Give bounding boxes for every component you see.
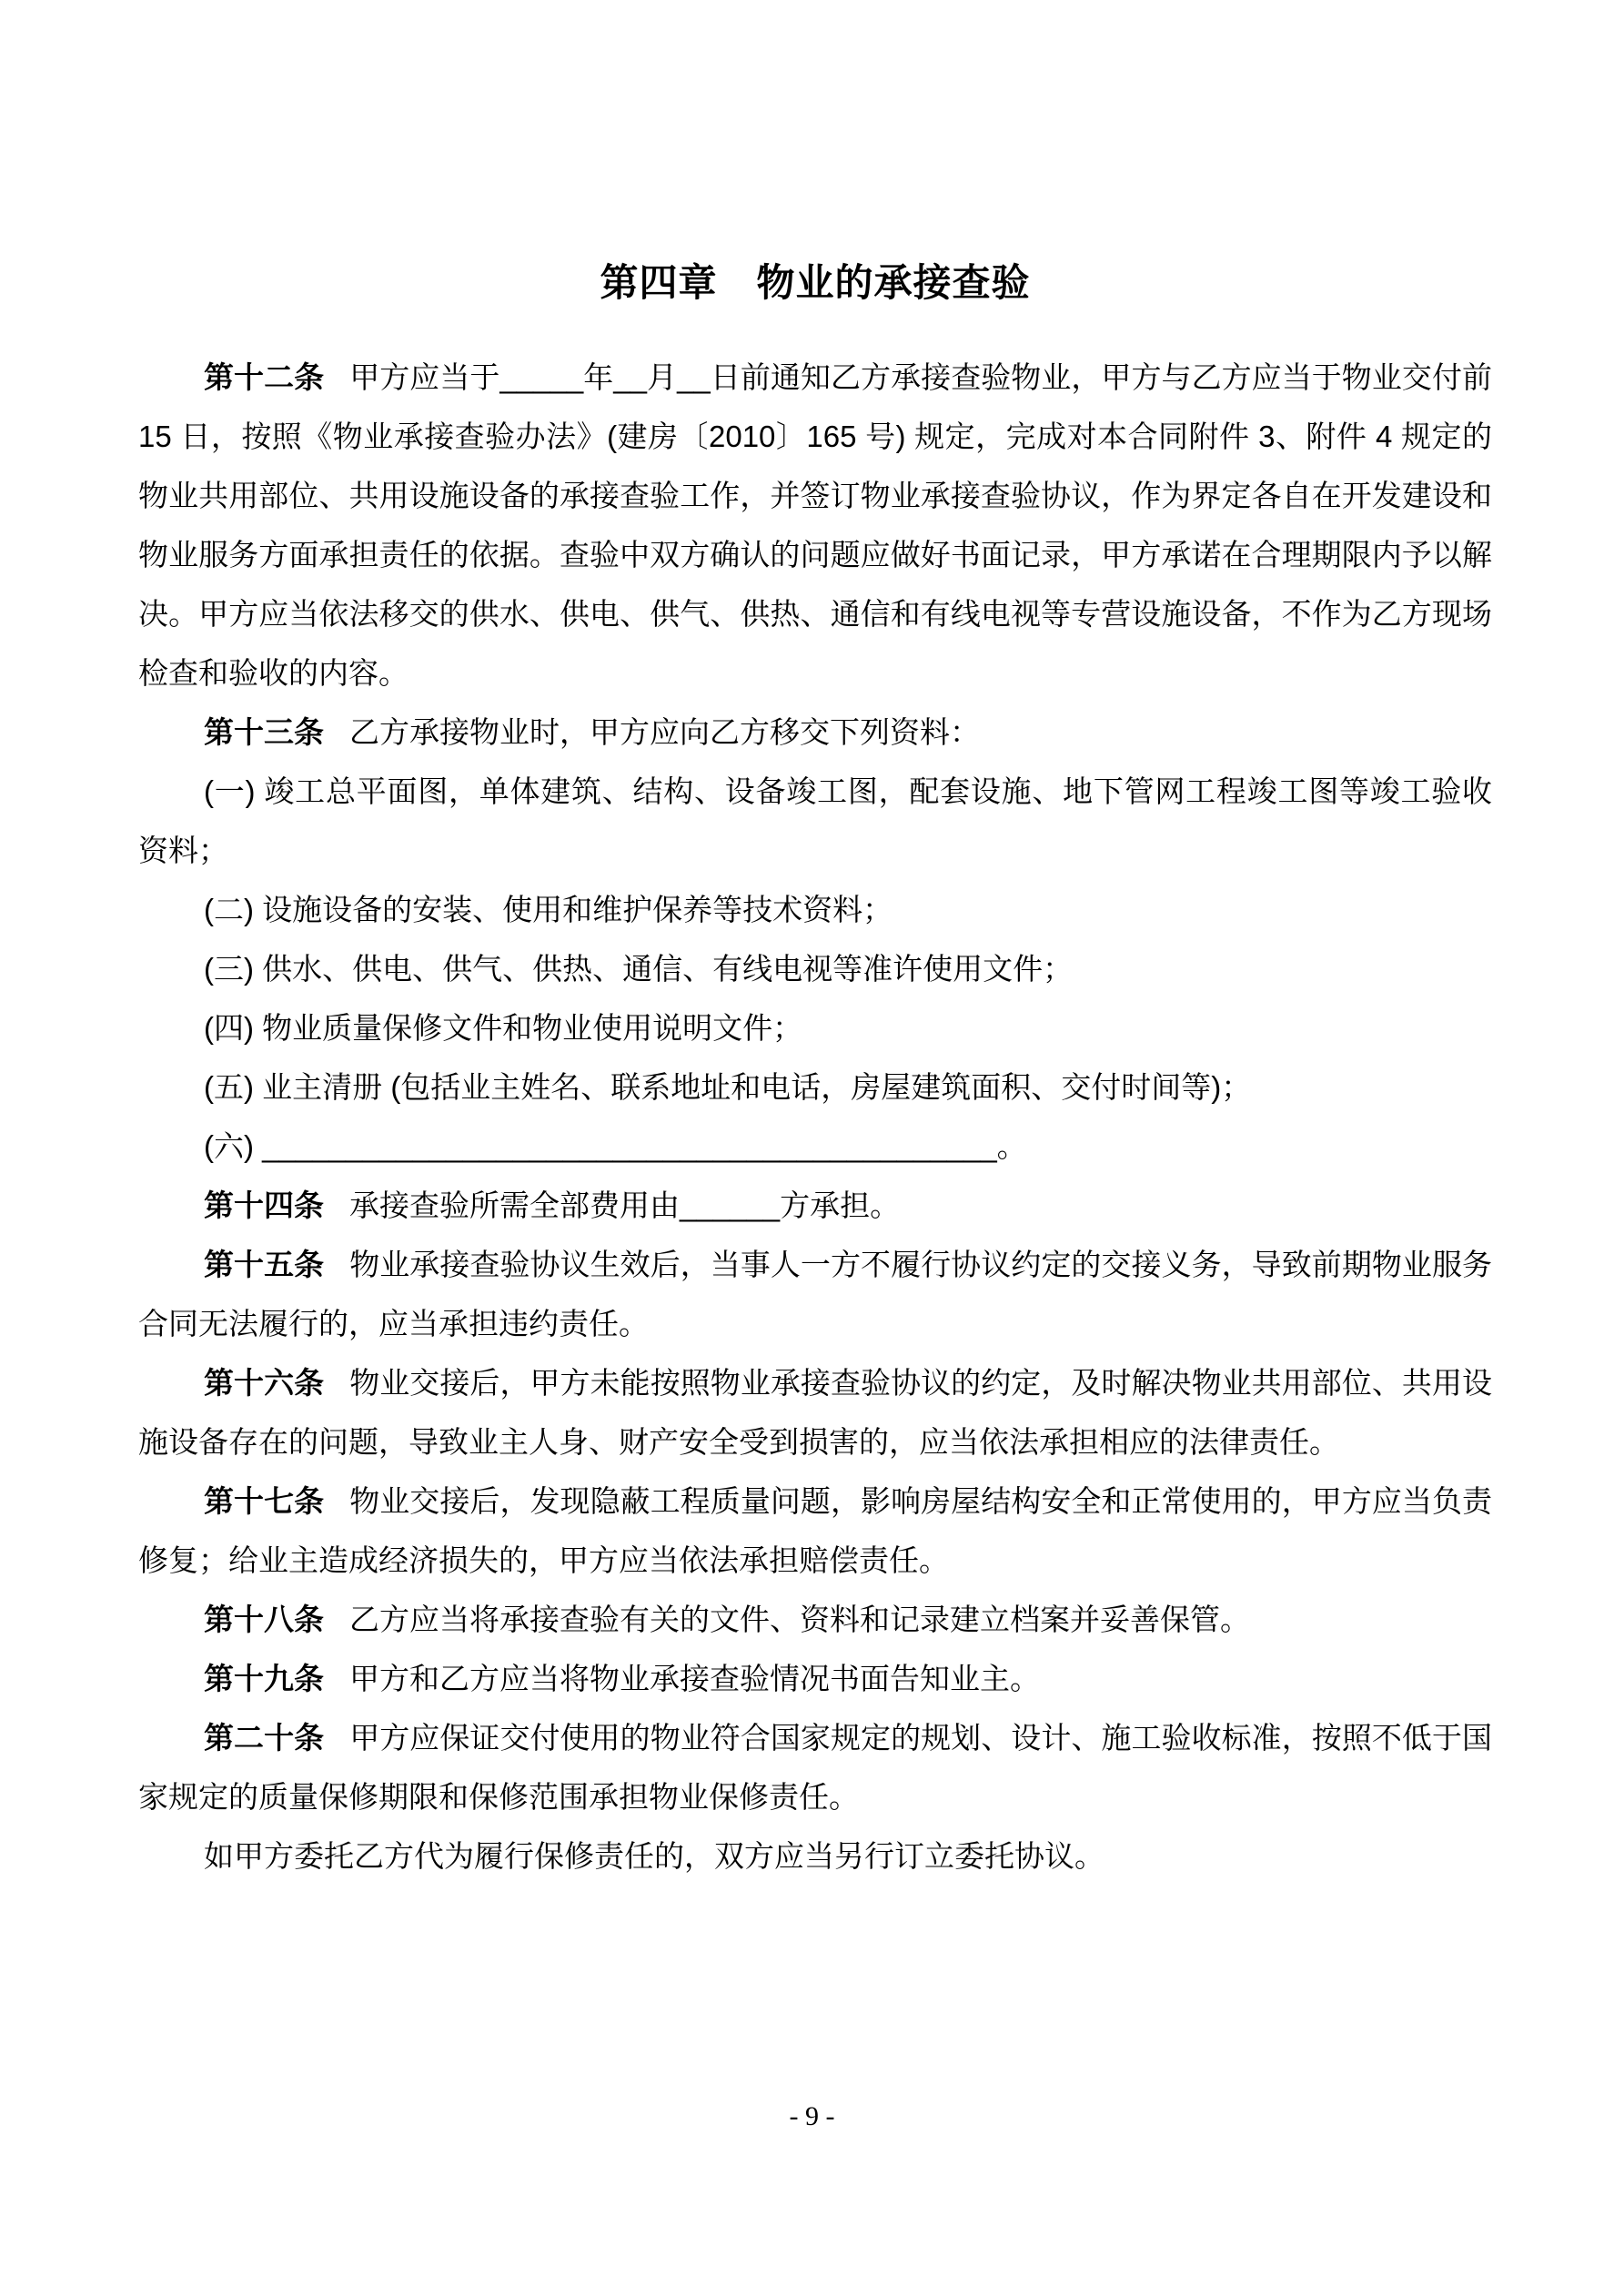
- article-text: (二) 设施设备的安装、使用和维护保养等技术资料；: [204, 893, 893, 926]
- article-number: 第十二条: [204, 360, 325, 394]
- article-text: (六) ____________________________________________。: [204, 1129, 1027, 1163]
- article-text: (三) 供水、供电、供气、供热、通信、有线电视等准许使用文件；: [204, 952, 1074, 986]
- list-item-paragraph: [138, 939, 1492, 998]
- article-text: (一) 竣工总平面图，单体建筑、结构、设备竣工图，配套设施、地下管网工程竣工图等竣工验收资料；: [138, 774, 1492, 867]
- article-number: 第十六条: [204, 1366, 325, 1400]
- article-number: 第十三条: [204, 715, 324, 749]
- article-paragraph: [138, 1235, 1492, 1353]
- article-text: 甲方应保证交付使用的物业符合国家规定的规划、设计、施工验收标准，按照不低于国家规定的质量保修期限和保修范围承担物业保修责任。: [138, 1721, 1493, 1814]
- article-text: 物业交接后，发现隐蔽工程质量问题，影响房屋结构安全和正常使用的，甲方应当负责修复；给业主造成经济损失的，甲方应当依法承担赔偿责任。: [138, 1484, 1493, 1577]
- article-number: 第十七条: [204, 1484, 325, 1518]
- article-text: (四) 物业质量保修文件和物业使用说明文件；: [204, 1011, 803, 1045]
- article-number: 第十八条: [204, 1603, 324, 1636]
- article-paragraph: [138, 1649, 1492, 1708]
- list-item-paragraph: [138, 762, 1492, 880]
- chapter-title: 第四章 物业的承接查验: [600, 261, 1031, 304]
- article-number: 第十五条: [204, 1248, 325, 1281]
- article-text: 物业承接查验协议生效后，当事人一方不履行协议约定的交接义务，导致前期物业服务合同无法履行的，应当承担违约责任。: [138, 1248, 1493, 1340]
- article-paragraph: [138, 1590, 1492, 1649]
- article-text: 物业交接后，甲方未能按照物业承接查验协议的约定，及时解决物业共用部位、共用设施设备存在的问题，导致业主人身、财产安全受到损害的，应当依法承担相应的法律责任。: [138, 1366, 1493, 1459]
- article-text: (五) 业主清册 (包括业主姓名、联系地址和电话，房屋建筑面积、交付时间等)；: [204, 1070, 1252, 1104]
- article-paragraph: [138, 1708, 1492, 1826]
- article-text: 乙方承接物业时，甲方应向乙方移交下列资料：: [349, 715, 980, 749]
- article-number: 第二十条: [204, 1721, 325, 1755]
- page-number: - 9 -: [789, 2101, 835, 2131]
- document-body: [138, 257, 1492, 1886]
- list-item-paragraph: [138, 880, 1492, 939]
- article-number: 第十四条: [204, 1188, 324, 1222]
- article-paragraph: [138, 1353, 1492, 1472]
- article-paragraph: [138, 703, 1492, 762]
- article-text: 甲方应当于_____年__月__日前通知乙方承接查验物业，甲方与乙方应当于物业交付前 15 日，按照《物业承接查验办法》(建房〔2010〕165 号) 规定，完成对本合同附件 3、附件 4 规定的物业共用部位、共用设施设备的承接查验工作，并签订物业承接查验协议，作为界定各自在开发建设和物业服务方面承担责任的依据。查验中双方确认的问题应做好书面记录，甲方承诺在合理期限内予以解决。甲方应当依法移交的供水、供电、供气、供热、通信和有线电视等专营设施设备，不作为乙方现场检查和验收的内容。: [138, 360, 1492, 690]
- article-text: 甲方和乙方应当将物业承接查验情况书面告知业主。: [349, 1662, 1040, 1695]
- list-item-paragraph: [138, 1057, 1492, 1117]
- closing-paragraph: [138, 1826, 1492, 1886]
- article-text: 承接查验所需全部费用由______方承担。: [349, 1188, 901, 1222]
- list-item-paragraph: [138, 998, 1492, 1057]
- article-text: 如甲方委托乙方代为履行保修责任的，双方应当另行订立委托协议。: [204, 1839, 1105, 1873]
- article-paragraph: [138, 1472, 1492, 1590]
- article-paragraph: [138, 348, 1492, 703]
- article-paragraph: [138, 1176, 1492, 1235]
- article-text: 乙方应当将承接查验有关的文件、资料和记录建立档案并妥善保管。: [349, 1603, 1250, 1636]
- list-item-paragraph-blank: [138, 1117, 1492, 1176]
- article-number: 第十九条: [204, 1662, 324, 1695]
